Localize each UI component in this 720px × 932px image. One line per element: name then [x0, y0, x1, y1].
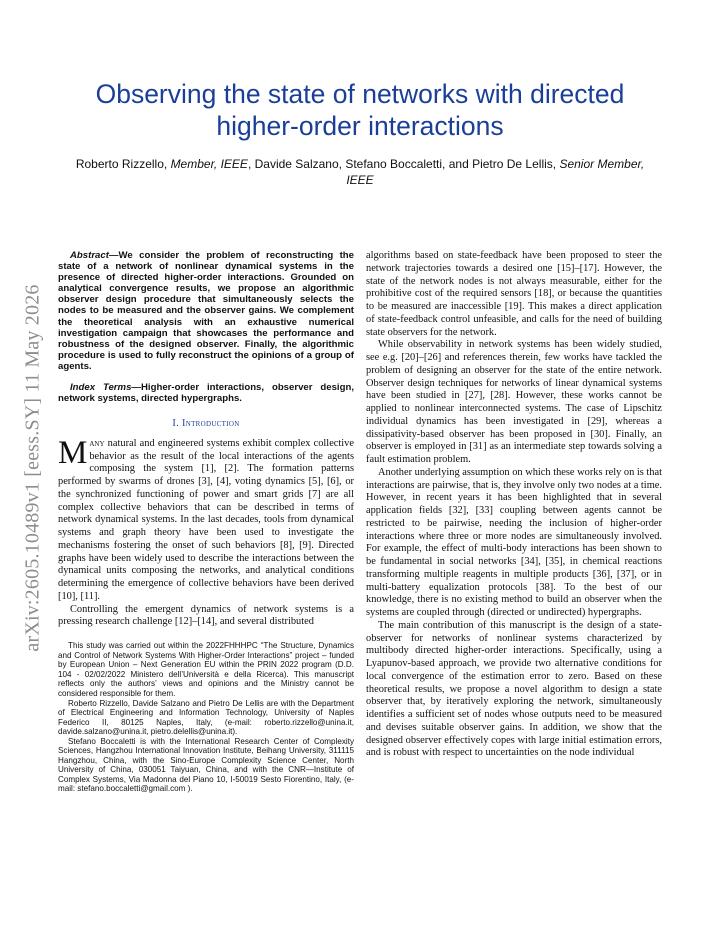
drop-cap: M	[58, 434, 88, 471]
section-heading-introduction	[58, 418, 354, 431]
footnote-affiliation-naples: Roberto Rizzello, Davide Salzano and Pietro De Lellis are with the Department of Electrical Engineering and Information Technology, University of Naples Federico II, 80125 Naples, Italy, (e-mail: roberto.rizzello@unina.it, davide.salzano@unina.it, pietro.delellis@unina.it).	[58, 698, 354, 737]
abstract-lead: Abstract—	[70, 250, 119, 261]
footnote-affiliation-boccaletti: Stefano Boccaletti is with the International Research Center of Complexity Sciences, Hangzhou International Innovation Institute, Beihang University, 311115 Hangzhou, China, with the Sino-Europe Complexity Science Center, North University of China, 030051 Taiyuan, China, and with the CNR—Institute of Complex Systems, Via Madonna del Piano 10, I-50019 Sesto Fiorentino, Italy, (e-mail: stefano.boccaletti@gmail.com ).	[58, 736, 354, 794]
index-terms	[58, 382, 354, 404]
section-number: I.	[172, 418, 182, 430]
index-terms-lead: Index Terms—	[70, 382, 141, 394]
arxiv-sidebar	[16, 248, 50, 688]
body-paragraph: Another underlying assumption on which these works rely on is that interactions are pairwise, that is, they involve only two nodes at a time. However, in recent years it has been highlighted that in several application fields [32], [33] coupling between agents cannot be restricted to be pairwise, needing the inclusion of higher-order interactions where three or more nodes are simultaneously involved. For example, the effect of multi-body interactions has been shown to be fundamental in social networks [34], [35], in chemical reactions transforming multiple reagents in multiple products [36], [37], or in multi-battery equalization protocols [38]. To the best of our knowledge, there is no existing method to build an observer when the systems are coupled through (directed or undirected) hypergraphs.	[366, 466, 662, 618]
first-word-rest: any	[89, 437, 105, 449]
index-terms-text: Higher-order interactions, observer design, network systems, directed hypergraphs.	[58, 382, 354, 405]
intro-paragraph-1-text: natural and engineered systems exhibit complex collective behavior as the result of the local interactions of the agents composing the system [1], [2]. The formation patterns performed by swarms of drones [3], [4], voting dynamics [5], [6], or the synchronized functioning of power and smart grids [7] are all complex collective behaviors that can be described in terms of network dynamical systems. In the last decades, tools from dynamical systems and graph theory have been used to investigate the mechanisms fostering the onset of such behaviors [8], [9]. Directed graphs have been widely used to describe the interactions between the dynamical units composing the networks, and analytical conditions determining the emergence of collective behaviors have been derived [10], [11].	[58, 437, 354, 602]
author-names-1: Roberto Rizzello,	[75, 157, 171, 171]
left-column	[58, 250, 354, 794]
author-names-2: , Davide Salzano, Stefano Boccaletti, and Pietro De Lellis,	[247, 157, 560, 171]
author-role-2: Senior Member, IEEE	[346, 157, 645, 187]
author-role-1: Member, IEEE	[170, 157, 248, 171]
paper-title: Observing the state of networks with directed higher-order interactions	[95, 79, 625, 141]
footnote-separator	[58, 629, 354, 641]
intro-paragraph-1	[58, 434, 354, 604]
abstract-text: We consider the problem of reconstructing the state of a network of nonlinear dynamical systems in the presence of directed higher-order interactions. Grounded on analytical convergence results, we propose an algorithmic observer design procedure that simultaneously selects the nodes to be measured and the observer gains. We complement the theoretical analysis with an exhaustive numerical investigation campaign that showcases the performance and robustness of the designed observer. Finally, the algorithmic procedure is used to fully reconstruct the opinions of a group of agents.	[58, 250, 354, 372]
body-paragraph: The main contribution of this manuscript is the design of a state-observer for networks of nonlinear systems characterized by multibody directed higher-order interactions. Specifically, using a Lyapunov-based approach, we provide two alternative conditions for local convergence of the estimation error to zero. Based on these theoretical results, we propose a novel algorithm to design a state observer that, by iteratively exploring the network, simultaneously identifies a sufficient set of nodes whose outputs need to be measured and devises suitable observer gains. In addition, we show that the designed observer effectively copes with large initial estimation errors, and is robust with respect to uncertainties on the node individual	[366, 619, 662, 759]
body-paragraph: While observability in network systems has been widely studied, see e.g. [20]–[26] and references therein, few works have tackled the problem of designing an observer for the state of the entire network. Observer design techniques for networks of linear dynamical systems have been studied in [27], [28]. However, these works cannot be applied to nonlinear interconnected systems. The case of Lipschitz individual dynamics has been investigated in [29], whereas a dissipativity-based observer has been proposed in [30]. Finally, an observer is employed in [31] as an intermediate step towards solving a fault estimation problem.	[366, 339, 662, 465]
author-list	[70, 156, 650, 188]
section-title: Introduction	[181, 418, 240, 430]
footnote-funding: This study was carried out within the 2022FHHHPC “The Structure, Dynamics and Control of Network Systems With Higher-Order Interactions” project – funded by European Union – Next Generation EU within the PRIN 2022 program (D.D. 104 - 02/02/2022 Ministero dell’Università e della Ricerca). This manuscript reflects only the authors’ views and opinions and the Ministry cannot be considered responsible for them.	[58, 641, 354, 698]
intro-paragraph-2: Controlling the emergent dynamics of network systems is a pressing research challenge [12]–[14], and several distributed	[58, 603, 354, 628]
arxiv-identifier: arXiv:2605.10489v1 [eess.SY] 11 May 2026	[21, 284, 44, 652]
right-column	[366, 250, 662, 760]
abstract	[58, 250, 354, 372]
body-paragraph: algorithms based on state-feedback have been proposed to steer the network trajectories towards a desired one [15]–[17]. However, the state of the network nodes is not always measurable, either for the prohibitive cost of the required sensors [18], or because the quantities to be measured are inaccessible [19]. This makes a direct application of state-feedback control unfeasible, and calls for the need of building state observers for the network.	[366, 250, 662, 338]
